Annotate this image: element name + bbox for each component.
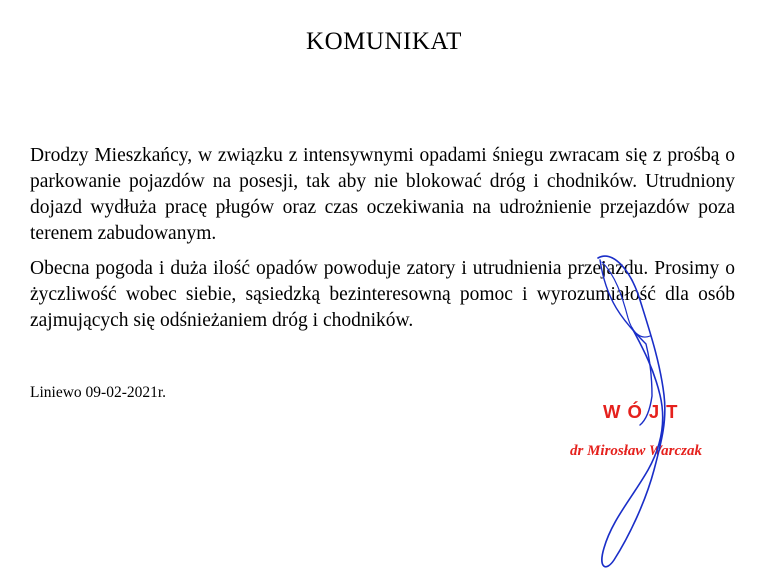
place-date: Liniewo 09-02-2021r.	[30, 384, 167, 401]
signatory-name: dr Mirosław Warczak	[570, 443, 702, 459]
paragraph-2: Obecna pogoda i duża ilość opadów powoduje zatory i utrudnienia przejazdu. Prosimy o życzliwość wobec siebie, sąsiedzką bezinteresowną pomoc i wyrozumiałość dla osób zajmujących się odśnieżaniem dróg i chodników.	[30, 258, 735, 331]
document-title: KOMUNIKAT	[306, 28, 462, 55]
signatory-role: WÓJT	[603, 401, 685, 422]
paragraph-1: Drodzy Mieszkańcy, w związku z intensywnymi opadami śniegu zwracam się z prośbą o parkowanie pojazdów na posesji, tak aby nie blokować dróg i chodników. Utrudniony dojazd wydłuża pracę pługów oraz czas oczekiwania na udrożnienie przejazdów poza terenem zabudowanym.	[30, 145, 735, 244]
